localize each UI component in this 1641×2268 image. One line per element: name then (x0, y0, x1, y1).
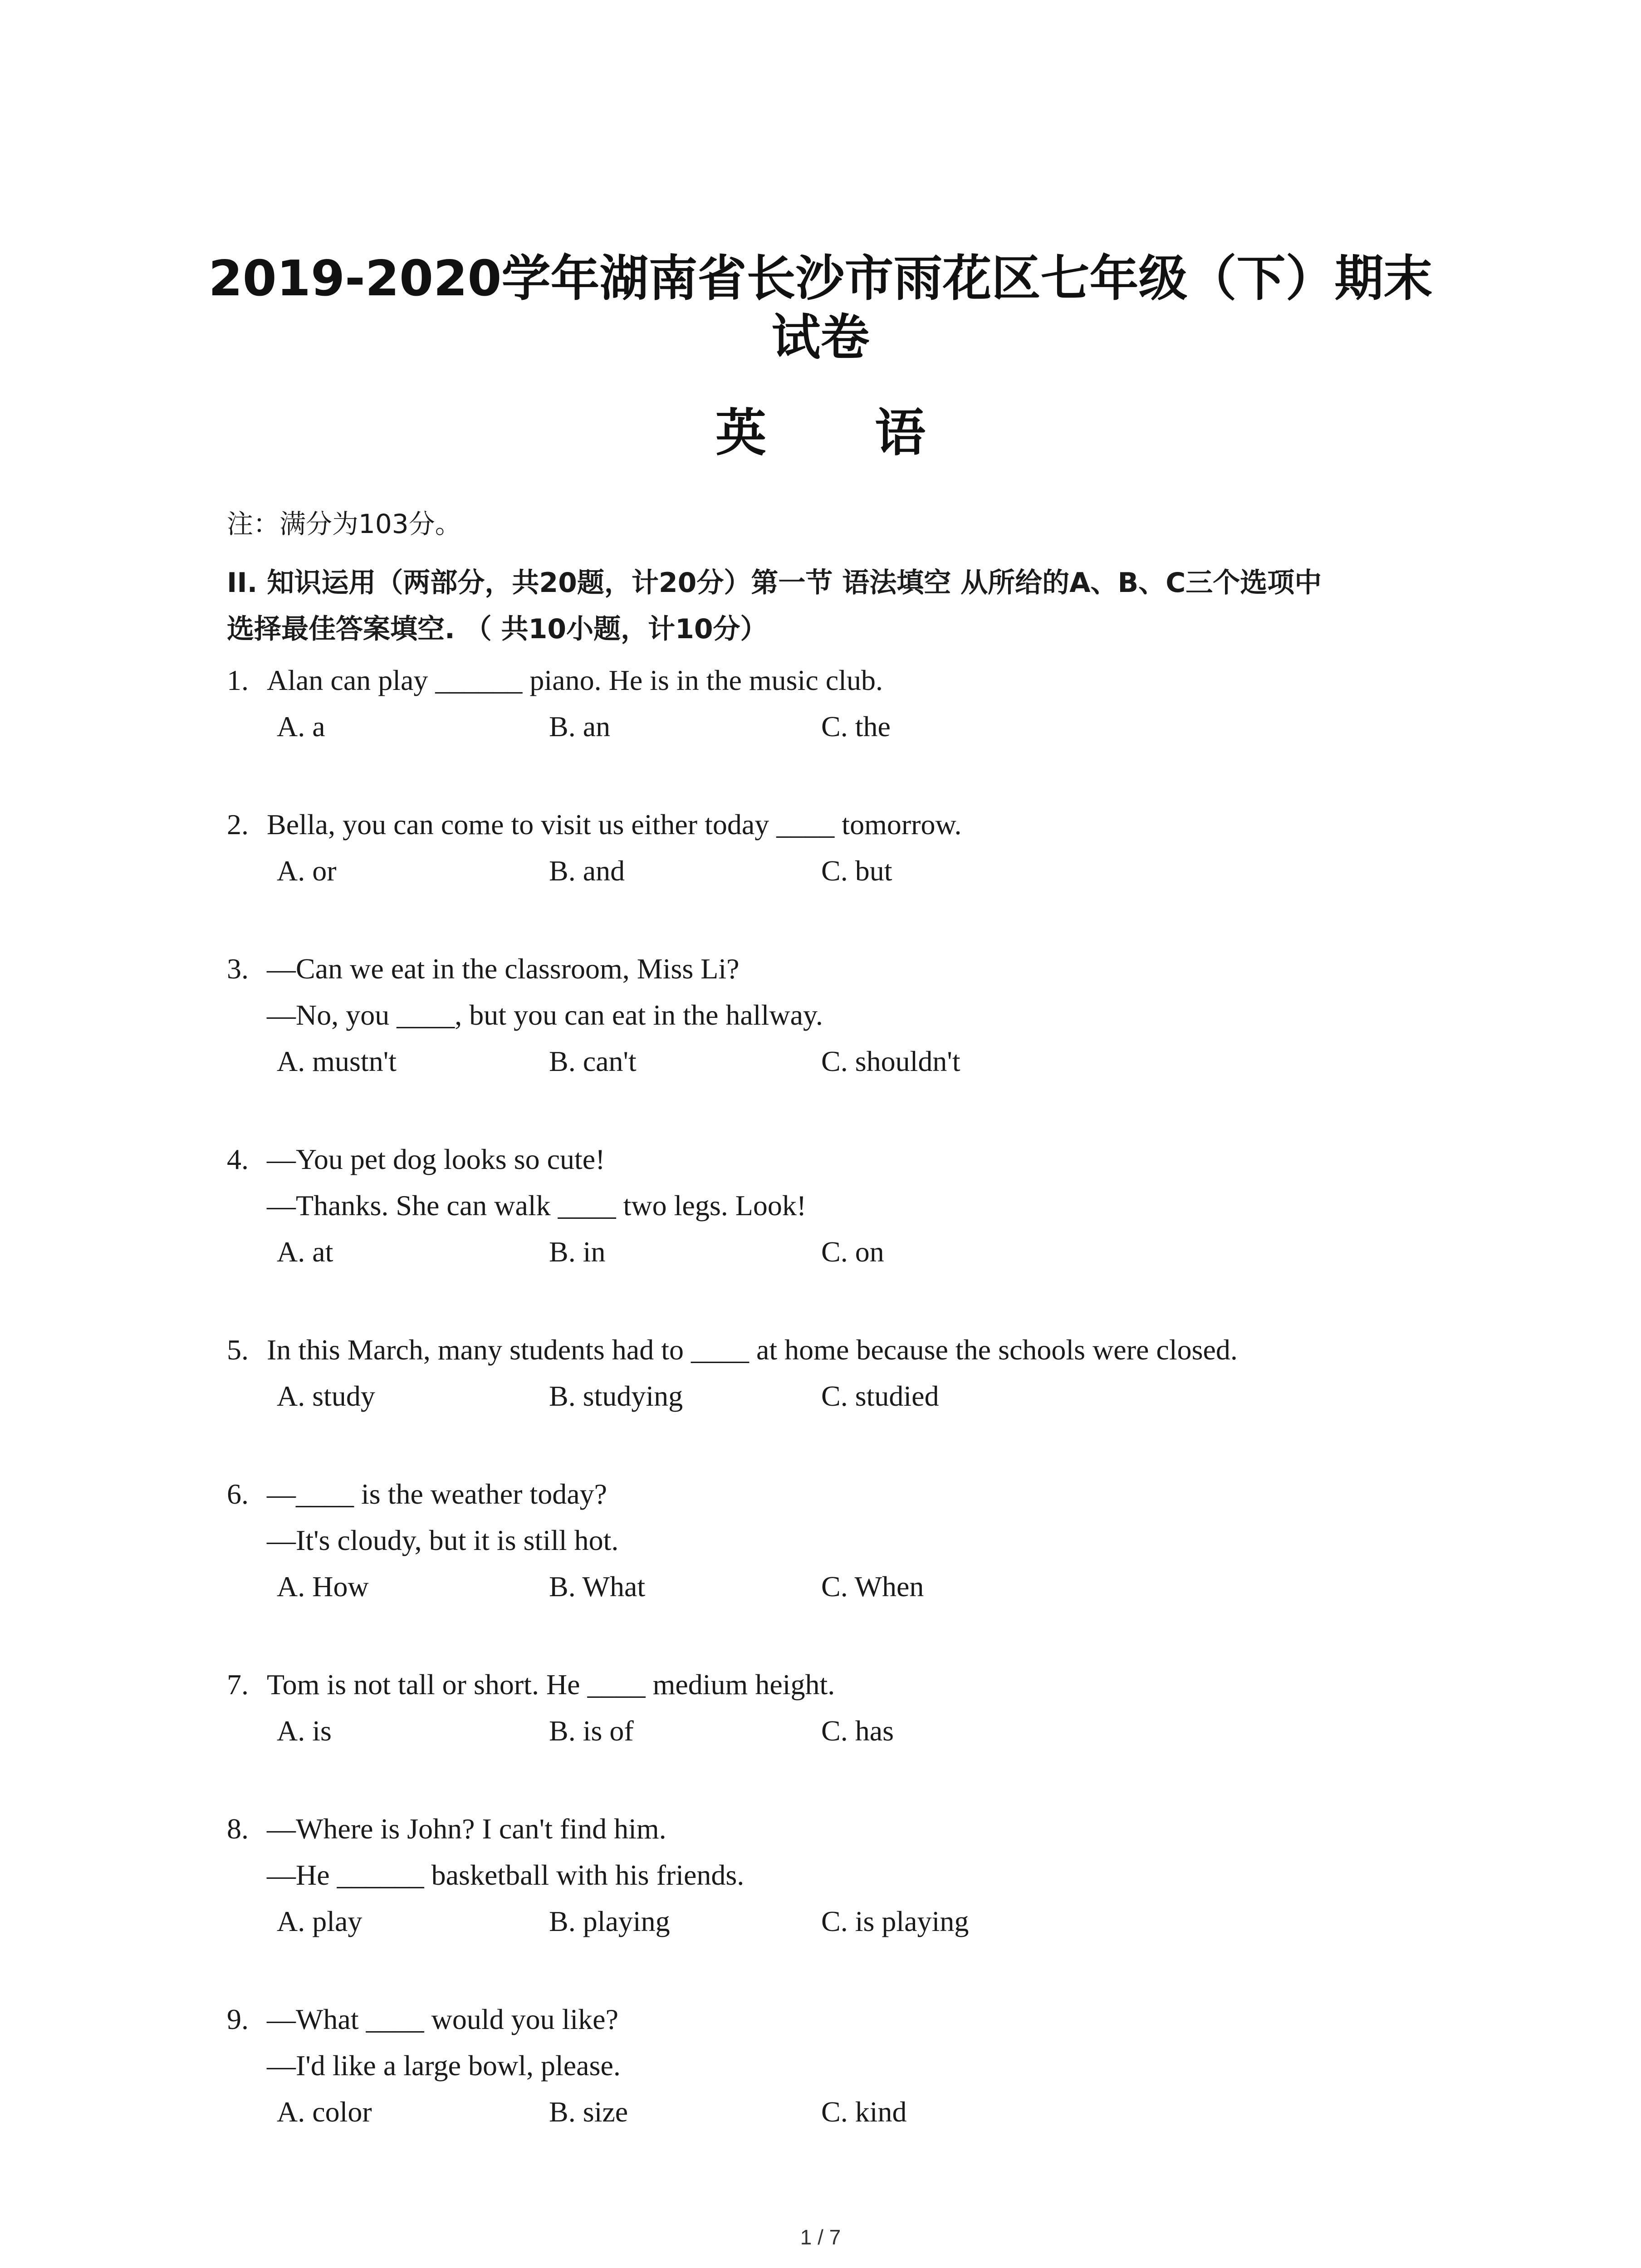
question-number: 2. (227, 808, 249, 841)
option-c: C. shouldn't (821, 1045, 960, 1077)
document-title-line-2: 试卷 (771, 309, 870, 366)
question-number: 9. (227, 2003, 249, 2035)
question-stem: —____ is the weather today? (267, 1478, 607, 1510)
option-a: A. How (277, 1570, 369, 1603)
option-b: B. can't (549, 1045, 637, 1077)
option-a: A. mustn't (277, 1045, 397, 1077)
option-b: B. playing (549, 1905, 670, 1937)
question-number: 6. (227, 1478, 249, 1510)
question-stem: Alan can play ______ piano. He is in the music club. (267, 664, 883, 696)
option-c: C. kind (821, 2096, 907, 2128)
question-number: 8. (227, 1813, 249, 1845)
option-b: B. is of (549, 1715, 634, 1747)
subject-heading: 英 语 (715, 404, 971, 463)
option-a: A. or (277, 855, 337, 887)
option-b: B. studying (549, 1380, 683, 1412)
question-number: 4. (227, 1143, 249, 1175)
option-c: C. is playing (821, 1905, 969, 1937)
question-stem: Tom is not tall or short. He ____ medium height. (267, 1668, 835, 1701)
question-dialogue-line: —Thanks. She can walk ____ two legs. Look! (267, 1189, 807, 1222)
question-number: 3. (227, 953, 249, 985)
page-number: 1 / 7 (800, 2225, 841, 2249)
option-b: B. size (549, 2096, 628, 2128)
option-a: A. color (277, 2096, 372, 2128)
option-c: C. on (821, 1236, 884, 1268)
option-c: C. but (821, 855, 892, 887)
question-number: 7. (227, 1668, 249, 1701)
question-dialogue-line: —I'd like a large bowl, please. (267, 2049, 621, 2082)
option-a: A. play (277, 1905, 362, 1937)
option-c: C. the (821, 710, 891, 743)
question-dialogue-line: —No, you ____, but you can eat in the hallway. (267, 999, 823, 1031)
document-title-line-1: 2019-2020学年湖南省长沙市雨花区七年级（下）期末 (208, 250, 1433, 307)
section-instruction-line-2: 选择最佳答案填空. （ 共10小题，计10分） (227, 613, 768, 645)
option-a: A. is (277, 1715, 332, 1747)
option-b: B. in (549, 1236, 606, 1268)
option-a: A. at (277, 1236, 333, 1268)
question-stem: —What ____ would you like? (267, 2003, 618, 2035)
option-b: B. an (549, 710, 611, 743)
question-stem: —Where is John? I can't find him. (267, 1813, 666, 1845)
option-a: A. a (277, 710, 325, 743)
question-number: 5. (227, 1334, 249, 1366)
question-dialogue-line: —He ______ basketball with his friends. (267, 1859, 745, 1891)
option-c: C. When (821, 1570, 924, 1603)
question-dialogue-line: —It's cloudy, but it is still hot. (267, 1524, 619, 1556)
section-instruction-line-1: II. 知识运用（两部分，共20题，计20分）第一节 语法填空 从所给的A、B、C三个选项中 (227, 567, 1322, 599)
option-c: C. studied (821, 1380, 939, 1412)
score-note: 注：满分为103分。 (227, 508, 461, 539)
question-stem: In this March, many students had to ____ at home because the schools were closed. (267, 1334, 1238, 1366)
option-b: B. What (549, 1570, 646, 1603)
question-stem: Bella, you can come to visit us either today ____ tomorrow. (267, 808, 962, 841)
question-number: 1. (227, 664, 249, 696)
question-stem: —You pet dog looks so cute! (267, 1143, 605, 1175)
question-stem: —Can we eat in the classroom, Miss Li? (267, 953, 740, 985)
option-c: C. has (821, 1715, 894, 1747)
option-b: B. and (549, 855, 625, 887)
option-a: A. study (277, 1380, 375, 1412)
